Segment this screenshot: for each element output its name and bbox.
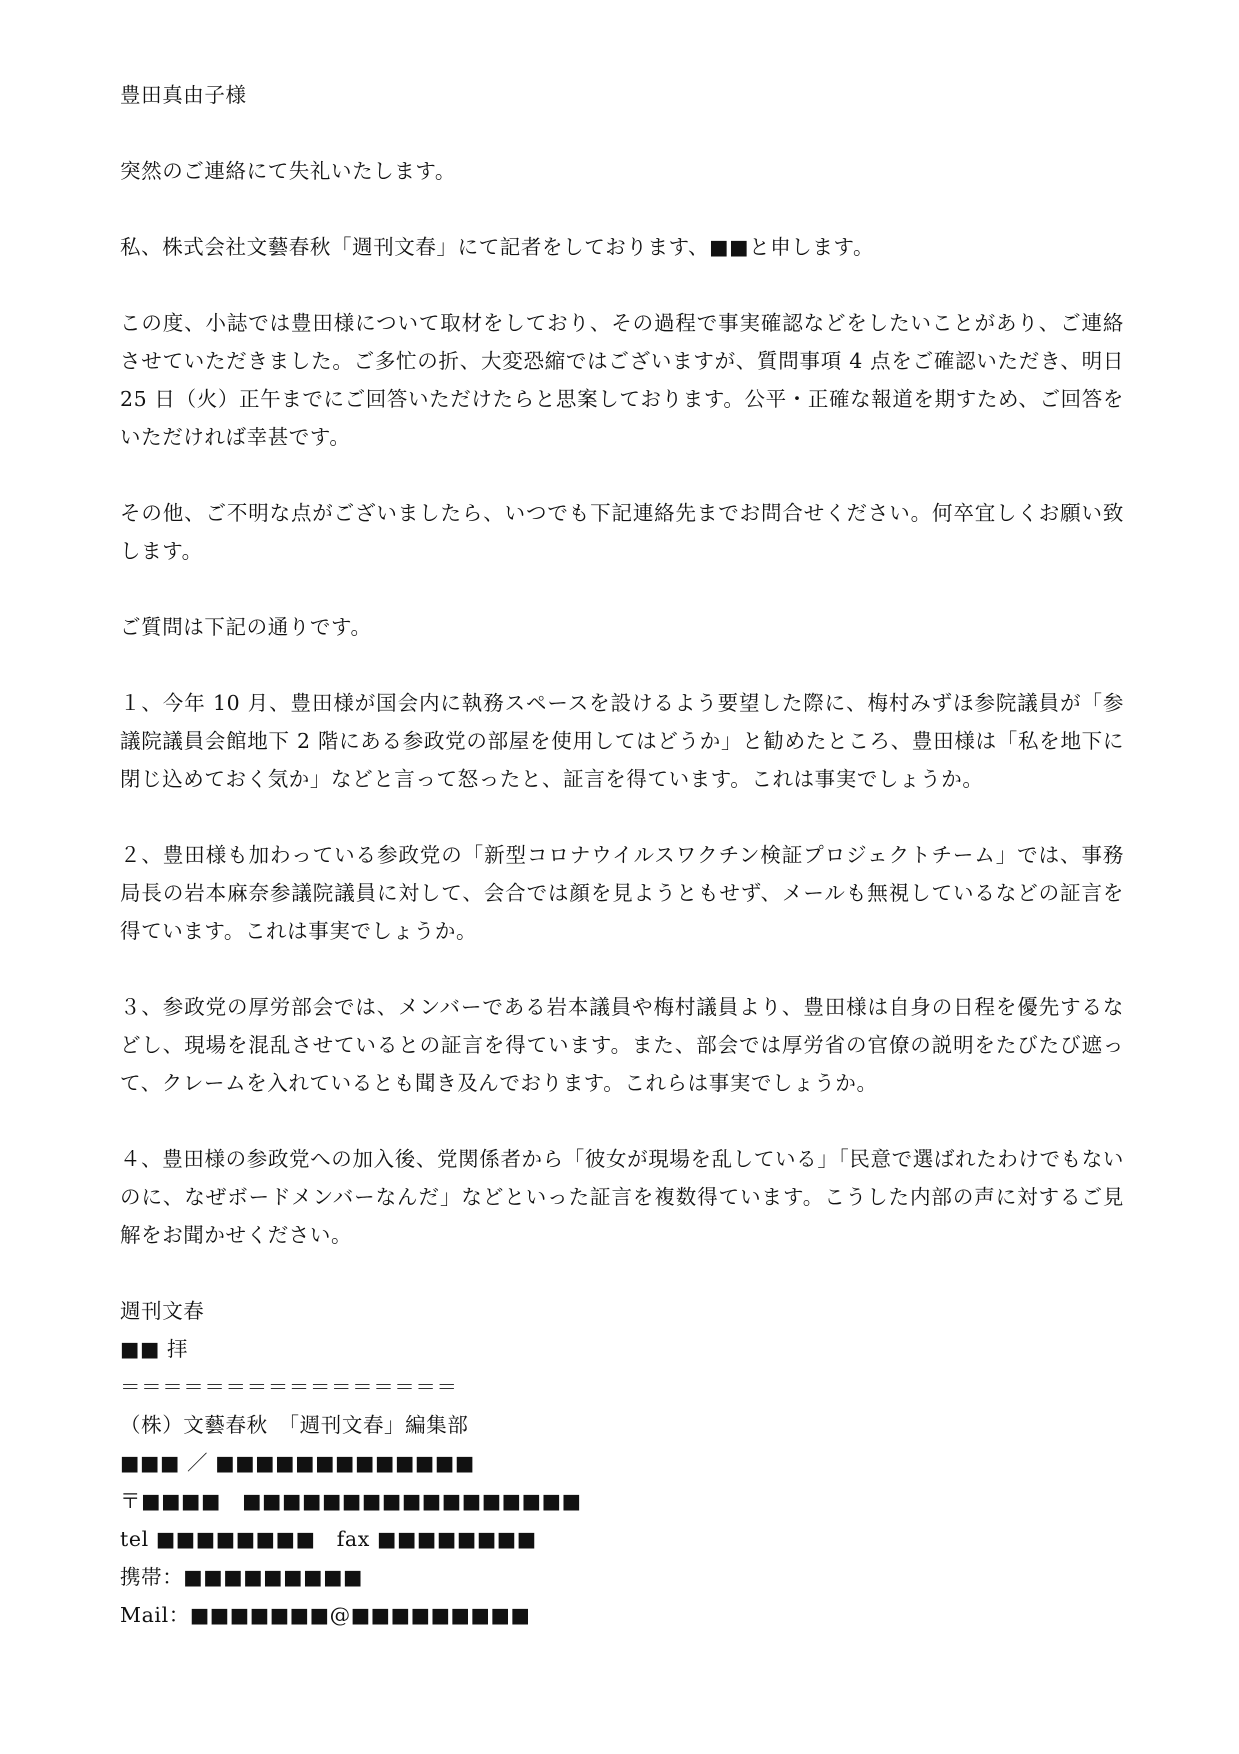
signature-mail-redacted: Mail：■■■■■■■@■■■■■■■■■ — [120, 1603, 531, 1627]
signature-address-redacted: 〒■■■■ ■■■■■■■■■■■■■■■■■ — [120, 1489, 582, 1513]
signature-mobile-redacted: 携帯：■■■■■■■■■ — [120, 1565, 364, 1589]
self-introduction-paragraph: 私、株式会社文藝春秋「週刊文春」にて記者をしております、■■と申します。 — [120, 235, 875, 259]
signature-separator: ＝＝＝＝＝＝＝＝＝＝＝＝＝＝＝＝ — [120, 1375, 458, 1399]
questions-intro: ご質問は下記の通りです。 — [120, 615, 372, 639]
question-3: ３、参政党の厚労部会では、メンバーである岩本議員や梅村議員より、豊田様は自身の日程を優先するなどし、現場を混乱させているとの証言を得ています。また、部会では厚労省の官僚の説明をたびたび遮って、クレームを入れているとも聞き及んでおります。これらは事実でしょうか。 — [120, 995, 1124, 1095]
signature-phone-fax-redacted: tel ■■■■■■■■ fax ■■■■■■■■ — [120, 1527, 537, 1551]
question-2: ２、豊田様も加わっている参政党の「新型コロナウイルスワクチン検証プロジェクトチーム」では、事務局長の岩本麻奈参議院議員に対して、会合では顔を見ようともせず、メールも無視しているなどの証言を得ています。これは事実でしょうか。 — [120, 843, 1124, 943]
signature-department: （株）文藝春秋 「週刊文春」編集部 — [120, 1413, 469, 1437]
intro-paragraph: 突然のご連絡にて失礼いたします。 — [120, 159, 456, 183]
question-4: ４、豊田様の参政党への加入後、党関係者から「彼女が現場を乱している」「民意で選ばれたわけでもないのに、なぜボードメンバーなんだ」などといった証言を複数得ています。こうした内部の声に対するご見解をお聞かせください。 — [120, 1147, 1124, 1247]
contact-note-paragraph: その他、ご不明な点がございましたら、いつでも下記連絡先までお問合せください。何卒宜しくお願い致します。 — [120, 501, 1124, 563]
purpose-paragraph: この度、小誌では豊田様について取材をしており、その過程で事実確認などをしたいことがあり、ご連絡させていただきました。ご多忙の折、大変恐縮ではございますが、質問事項 4 点をご確認いただき、明日 25 日（火）正午までにご回答いただけたらと思案しております。公平・正確な報道を期すため、ご回答をいただければ幸甚です。 — [120, 311, 1124, 449]
salutation: 豊田真由子様 — [120, 83, 247, 107]
signature-publication: 週刊文春 — [120, 1299, 205, 1323]
signature-block — [120, 1292, 1124, 1634]
question-1: １、今年 10 月、豊田様が国会内に執務スペースを設けるよう要望した際に、梅村みずほ参院議員が「参議院議員会館地下 2 階にある参政党の部屋を使用してはどうか」と勧めたところ、豊田様は「私を地下に閉じ込めておく気か」などと言って怒ったと、証言を得ています。これは事実でしょうか。 — [120, 691, 1124, 791]
signature-name-redacted: ■■■ ／ ■■■■■■■■■■■■■ — [120, 1451, 475, 1475]
signature-sender: ■■ 拝 — [120, 1337, 189, 1361]
letter-body — [120, 76, 1124, 1634]
